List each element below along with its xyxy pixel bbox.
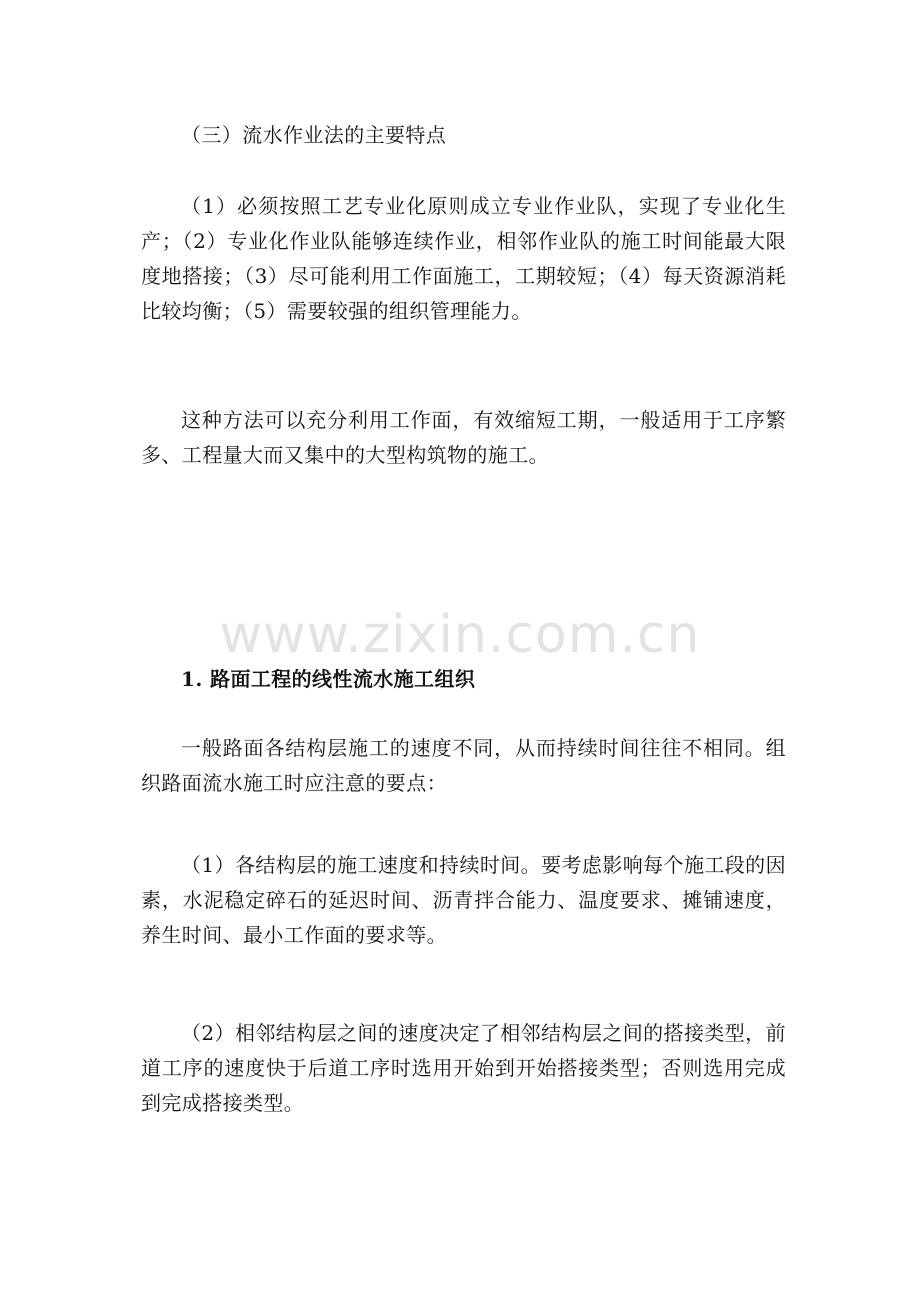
applicability-paragraph: 这种方法可以充分利用工作面，有效缩短工期，一般适用于工序繁多、工程量大而又集中的大型构筑物的施工。 bbox=[141, 408, 786, 467]
intro-paragraph: 一般路面各结构层施工的速度不同，从而持续时间往往不相同。组织路面流水施工时应注意的要点： bbox=[141, 736, 786, 795]
watermark: www.zixin.com.cn bbox=[219, 605, 701, 665]
point-1-paragraph: （1）各结构层的施工速度和持续时间。要考虑影响每个施工段的因素，水泥稳定碎石的延迟时间、沥青拌合能力、温度要求、摊铺速度，养生时间、最小工作面的要求等。 bbox=[141, 853, 786, 947]
features-paragraph: （1）必须按照工艺专业化原则成立专业作业队，实现了专业化生产；（2）专业化作业队能够连续作业，相邻作业队的施工时间能最大限度地搭接；（3）尽可能利用工作面施工，工期较短；（4）每天资源消耗比较均衡；（5）需要较强的组织管理能力。 bbox=[141, 194, 786, 323]
subheading: 1. 路面工程的线性流水施工组织 bbox=[181, 667, 476, 691]
section-heading: （三）流水作业法的主要特点 bbox=[181, 123, 447, 147]
point-2-paragraph: （2）相邻结构层之间的速度决定了相邻结构层之间的搭接类型，前道工序的速度快于后道工序时选用开始到开始搭接类型；否则选用完成到完成搭接类型。 bbox=[141, 1021, 786, 1115]
